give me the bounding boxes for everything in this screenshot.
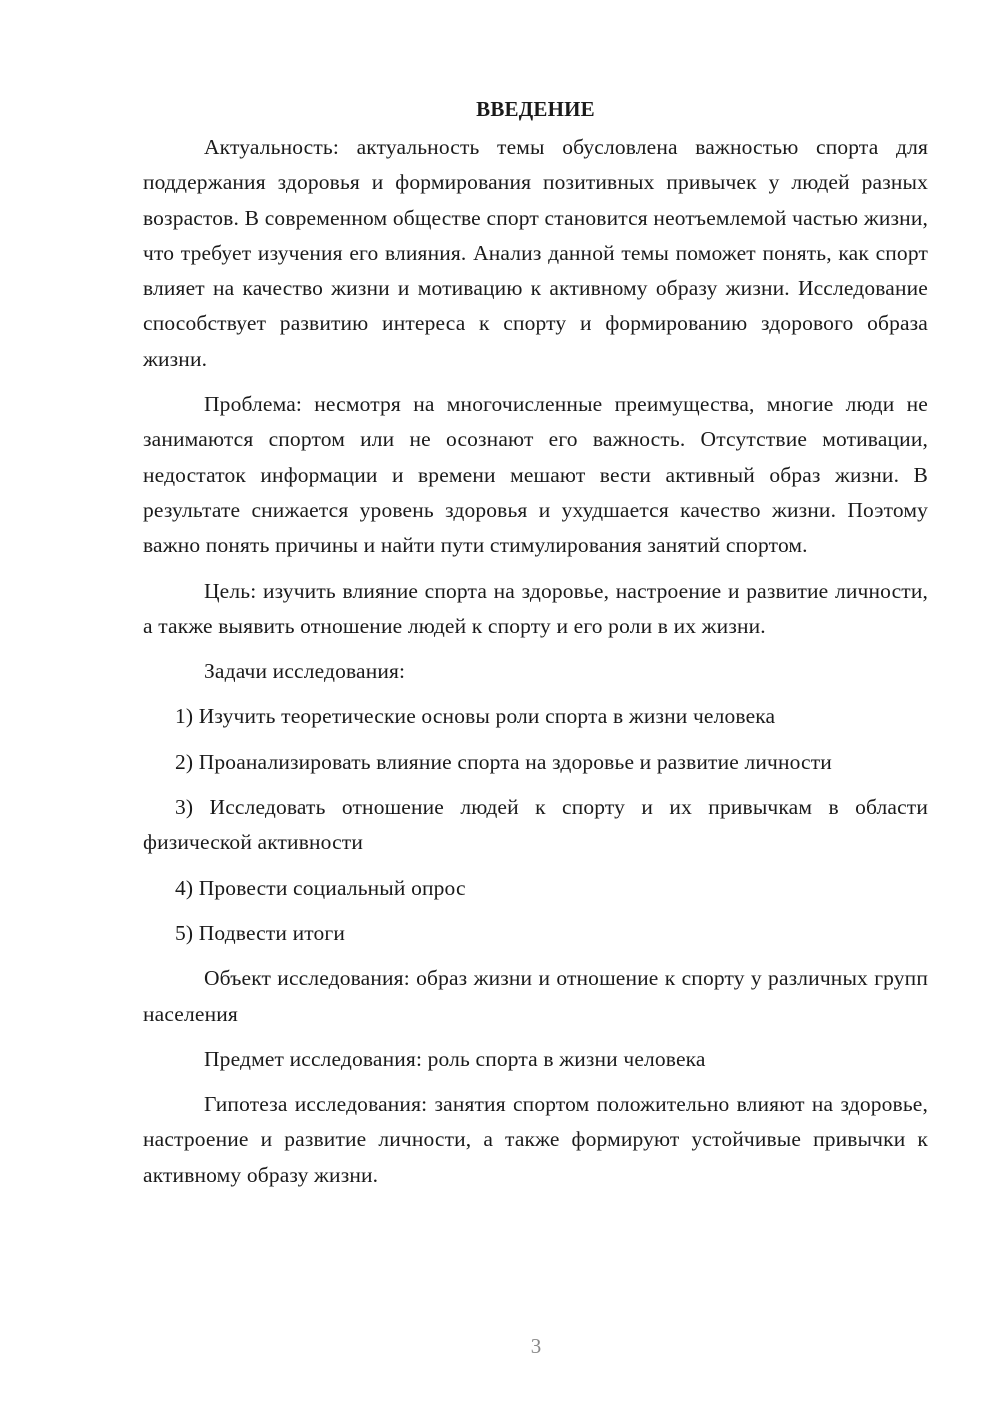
hypothesis-paragraph: Гипотеза исследования: занятия спортом положительно влияют на здоровье, настроение и развитие личности, а также формируют устойчивые привычки к активному образу жизни. [143, 1092, 928, 1187]
task-item: 2) Проанализировать влияние спорта на здоровье и развитие личности [175, 749, 832, 774]
task-item: 5) Подвести итоги [175, 920, 346, 945]
subject-paragraph: Предмет исследования: роль спорта в жизни человека [204, 1046, 706, 1071]
object-paragraph: Объект исследования: образ жизни и отношение к спорту у различных групп населения [143, 966, 928, 1026]
goal-paragraph: Цель: изучить влияние спорта на здоровье, настроение и развитие личности, а также выявить отношение людей к спорту и его роли в их жизни. [143, 578, 928, 638]
task-item: 1) Изучить теоретические основы роли спорта в жизни человека [175, 704, 776, 729]
page-number: 3 [530, 1334, 542, 1358]
task-item: 3) Исследовать отношение людей к спорту и их привычкам в области физической активности [143, 795, 928, 855]
tasks-title: Задачи исследования: [204, 659, 406, 684]
task-item: 4) Провести социальный опрос [175, 875, 466, 900]
relevance-paragraph: Актуальность: актуальность темы обусловлена важностью спорта для поддержания здоровья и формирования позитивных привычек у людей разных возрастов. В современном обществе спорт становится неотъемлемой частью жизни, что требует изучения его влияния. Анализ данной темы поможет понять, как спорт влияет на качество жизни и мотивацию к активному образу жизни. Исследование способствует развитию интереса к спорту и формированию здорового образа жизни. [143, 135, 928, 371]
problem-paragraph: Проблема: несмотря на многочисленные преимущества, многие люди не занимаются спортом или не осознают его важность. Отсутствие мотивации, недостаток информации и времени мешают вести активный образ жизни. В результате снижается уровень здоровья и ухудшается качество жизни. Поэтому важно понять причины и найти пути стимулирования занятий спортом. [143, 392, 928, 558]
section-heading: ВВЕДЕНИЕ [476, 97, 595, 121]
document-page [143, 92, 928, 1203]
